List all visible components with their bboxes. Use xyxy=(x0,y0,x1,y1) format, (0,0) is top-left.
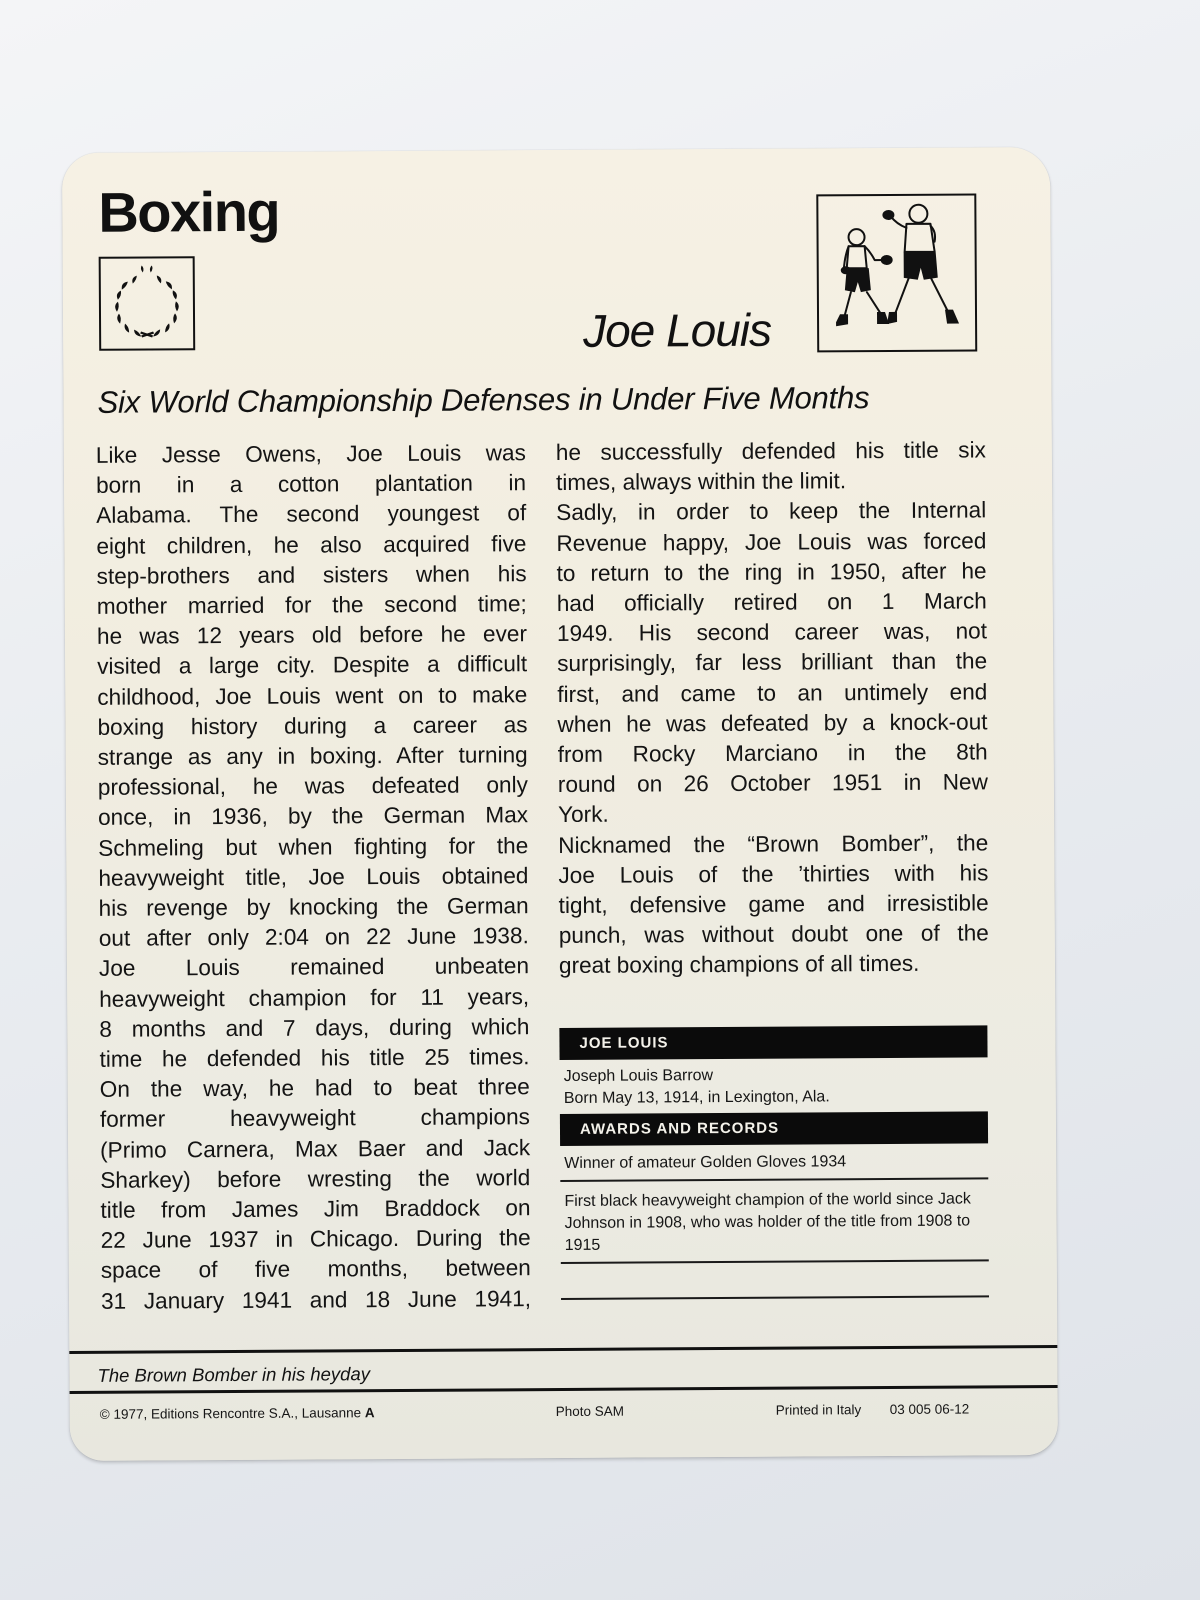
body-line: 31 January 1941 and 18 June 1941, xyxy=(100,1285,532,1314)
body-line: he successfully defended his title six xyxy=(555,437,986,466)
award-item-blank xyxy=(561,1261,989,1300)
copyright xyxy=(100,1405,375,1422)
body-line: professional, he was defeated only xyxy=(97,772,528,801)
body-line: visited a large city. Despite a difficult xyxy=(97,651,528,680)
full-name: Joseph Louis Barrow xyxy=(563,1067,714,1085)
award-item: First black heavyweight champion of the world since Jack Johnson in 1908, who was holder of the title from 1908 to 1915 xyxy=(560,1179,988,1264)
body-line: punch, was without doubt one of the xyxy=(558,920,989,949)
body-line: (Primo Carnera, Max Baer and Jack xyxy=(100,1134,531,1163)
bio-details xyxy=(560,1057,988,1114)
printed-in: Printed in Italy xyxy=(775,1402,862,1418)
athlete-name: Joe Louis xyxy=(582,303,772,357)
body-line: 1949. His second career was, not xyxy=(556,618,988,647)
caption-top-rule xyxy=(69,1345,1057,1354)
body-line: time he defended his title 25 times. xyxy=(99,1044,530,1072)
laurel-wreath-icon-svg xyxy=(107,263,187,343)
body-line: space of five months, between xyxy=(100,1255,531,1284)
body-line: former heavyweight champions xyxy=(99,1104,530,1133)
body-line: title from James Jim Braddock on xyxy=(100,1195,531,1223)
body-line: Revenue happy, Joe Louis was forced xyxy=(556,528,987,556)
body-line: to return to the ring in 1950, after he xyxy=(556,558,987,586)
award-item: Winner of amateur Golden Gloves 1934 xyxy=(560,1143,988,1182)
photo-credit: Photo SAM xyxy=(555,1403,625,1420)
sport-title: Boxing xyxy=(98,179,280,244)
body-line: his revenge by knocking the German xyxy=(98,893,529,921)
body-line: Joe Louis of the ’thirties with his xyxy=(558,860,989,888)
body-line: when he was defeated by a knock-out xyxy=(557,709,988,737)
body-line: round on 26 October 1951 in New xyxy=(557,769,988,798)
headline: Six World Championship Defenses in Under Five Months xyxy=(97,380,870,420)
body-line: step-brothers and sisters when his xyxy=(96,561,527,589)
awards-heading: AWARDS AND RECORDS xyxy=(560,1111,988,1146)
body-line: once, in 1936, by the German Max xyxy=(97,802,529,831)
trading-card xyxy=(62,147,1058,1461)
body-line: heavyweight champion for 11 years, xyxy=(99,983,530,1012)
body-line: Joe Louis remained unbeaten xyxy=(98,953,530,982)
body-line: out after only 2:04 on 22 June 1938. xyxy=(98,923,529,952)
body-line: great boxing champions of all times. xyxy=(558,951,920,979)
body-line: York. xyxy=(557,802,609,828)
body-line: heavyweight title, Joe Louis obtained xyxy=(98,863,529,891)
body-line: born in a cotton plantation in xyxy=(95,470,527,499)
body-line: tight, defensive game and irresistible xyxy=(558,890,989,919)
body-line: first, and came to an untimely end xyxy=(557,679,988,707)
body-line: 8 months and 7 days, during which xyxy=(99,1014,530,1042)
body-line: Sadly, in order to keep the Internal xyxy=(556,497,987,526)
body-line: boxing history during a career as xyxy=(97,712,528,740)
info-panel xyxy=(559,1025,989,1300)
bio-heading: JOE LOUIS xyxy=(559,1025,987,1060)
body-line: Like Jesse Owens, Joe Louis was xyxy=(95,440,526,468)
series-letter: A xyxy=(364,1405,375,1421)
body-line: mother married for the second time; xyxy=(96,591,527,619)
body-line: he was 12 years old before he ever xyxy=(96,621,528,650)
body-line: childhood, Joe Louis went on to make xyxy=(97,681,528,710)
card-code: 03 005 06-12 xyxy=(889,1401,970,1417)
birth-info: Born May 13, 1914, in Lexington, Ala. xyxy=(563,1088,830,1107)
body-line: 22 June 1937 in Chicago. During the xyxy=(100,1225,531,1254)
copyright-text: © 1977, Editions Rencontre S.A., Lausanne xyxy=(99,1405,362,1422)
body-line: surprisingly, far less brilliant than the xyxy=(557,648,988,677)
boxers-icon xyxy=(816,193,977,352)
body-line: Nicknamed the “Brown Bomber”, the xyxy=(558,830,989,858)
body-line: eight children, he also acquired five xyxy=(96,530,527,559)
caption-bottom-rule xyxy=(70,1385,1058,1394)
body-line: from Rocky Marciano in the 8th xyxy=(557,739,988,768)
boxers-icon-svg xyxy=(818,195,975,350)
laurel-wreath-icon xyxy=(99,256,196,351)
body-text-right-column xyxy=(556,435,989,981)
body-line: strange as any in boxing. After turning xyxy=(97,742,528,770)
photo-caption: The Brown Bomber in his heyday xyxy=(97,1363,371,1386)
body-line: Sharkey) before wresting the world xyxy=(100,1165,531,1193)
body-line: Alabama. The second youngest of xyxy=(96,500,527,529)
body-line: On the way, he had to beat three xyxy=(99,1074,530,1103)
body-line: had officially retired on 1 March xyxy=(556,588,987,617)
body-line: times, always within the limit. xyxy=(555,468,847,496)
body-text-left-column xyxy=(96,438,531,1317)
body-line: Schmeling but when fighting for the xyxy=(98,832,529,861)
